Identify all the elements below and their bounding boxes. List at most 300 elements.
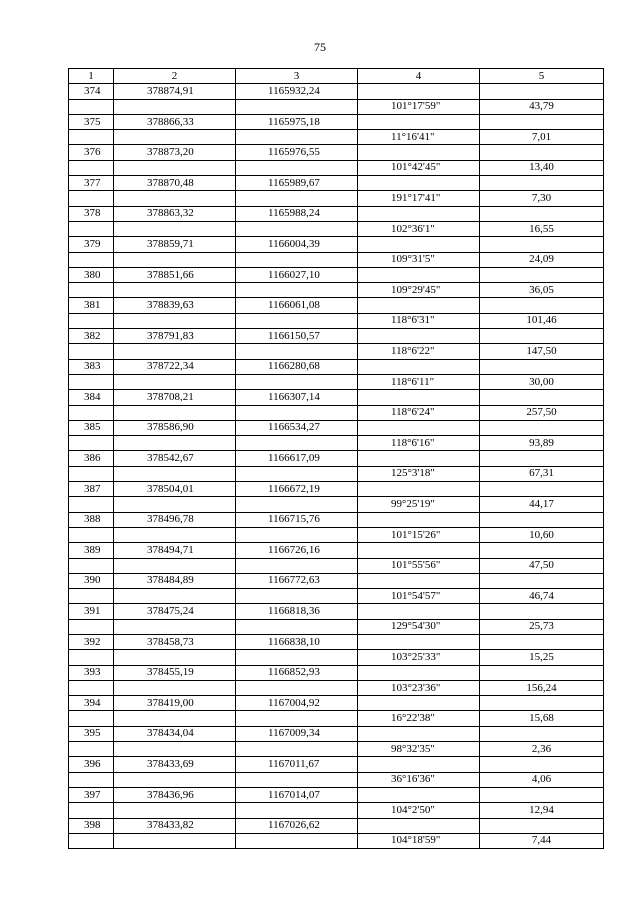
x-coordinate-cell: 378870,48 (114, 176, 236, 191)
empty-cell (358, 543, 480, 558)
distance-cell: 147,50 (480, 344, 604, 359)
table-body (69, 69, 604, 849)
table-row (69, 420, 604, 435)
empty-cell (114, 283, 236, 298)
point-number-cell: 397 (69, 787, 114, 802)
table-row (69, 176, 604, 191)
table-row (69, 604, 604, 619)
table-row (69, 114, 604, 129)
empty-cell (480, 237, 604, 252)
empty-cell (114, 436, 236, 451)
y-coordinate-cell: 1165975,18 (236, 114, 358, 129)
direction-angle-cell: 125°3'18" (358, 466, 480, 481)
empty-cell (358, 237, 480, 252)
point-number-cell: 395 (69, 726, 114, 741)
table-row (69, 221, 604, 236)
point-number-cell: 380 (69, 267, 114, 282)
table-row (69, 512, 604, 527)
table-row (69, 374, 604, 389)
empty-cell (480, 787, 604, 802)
x-coordinate-cell: 378455,19 (114, 665, 236, 680)
empty-cell (69, 589, 114, 604)
empty-cell (114, 221, 236, 236)
empty-cell (114, 160, 236, 175)
point-number-cell: 391 (69, 604, 114, 619)
distance-cell: 156,24 (480, 680, 604, 695)
table-row (69, 344, 604, 359)
empty-cell (69, 803, 114, 818)
empty-cell (480, 696, 604, 711)
direction-angle-cell: 16°22'38" (358, 711, 480, 726)
empty-cell (480, 726, 604, 741)
distance-cell: 13,40 (480, 160, 604, 175)
point-number-cell: 385 (69, 420, 114, 435)
y-coordinate-cell: 1165976,55 (236, 145, 358, 160)
table-row (69, 619, 604, 634)
empty-cell (358, 114, 480, 129)
empty-cell (69, 436, 114, 451)
empty-cell (69, 742, 114, 757)
table-row (69, 405, 604, 420)
empty-cell (236, 497, 358, 512)
distance-cell: 25,73 (480, 619, 604, 634)
direction-angle-cell: 101°54'57" (358, 589, 480, 604)
x-coordinate-cell: 378433,82 (114, 818, 236, 833)
empty-cell (114, 191, 236, 206)
y-coordinate-cell: 1167011,67 (236, 757, 358, 772)
empty-cell (480, 390, 604, 405)
y-coordinate-cell: 1166772,63 (236, 573, 358, 588)
x-coordinate-cell: 378419,00 (114, 696, 236, 711)
table-row (69, 482, 604, 497)
table-row (69, 711, 604, 726)
direction-angle-cell: 98°32'35" (358, 742, 480, 757)
empty-cell (69, 374, 114, 389)
empty-cell (69, 558, 114, 573)
y-coordinate-cell: 1165989,67 (236, 176, 358, 191)
point-number-cell: 374 (69, 84, 114, 99)
empty-cell (236, 589, 358, 604)
table-row (69, 787, 604, 802)
table-row (69, 680, 604, 695)
empty-cell (358, 512, 480, 527)
table-row (69, 772, 604, 787)
x-coordinate-cell: 378866,33 (114, 114, 236, 129)
distance-cell: 24,09 (480, 252, 604, 267)
empty-cell (114, 374, 236, 389)
table-row (69, 742, 604, 757)
empty-cell (358, 665, 480, 680)
distance-cell: 15,68 (480, 711, 604, 726)
y-coordinate-cell: 1166715,76 (236, 512, 358, 527)
distance-cell: 67,31 (480, 466, 604, 481)
column-header: 1 (69, 69, 114, 84)
y-coordinate-cell: 1166726,16 (236, 543, 358, 558)
x-coordinate-cell: 378586,90 (114, 420, 236, 435)
distance-cell: 2,36 (480, 742, 604, 757)
empty-cell (236, 283, 358, 298)
table-row (69, 726, 604, 741)
direction-angle-cell: 101°17'59" (358, 99, 480, 114)
table-row (69, 589, 604, 604)
direction-angle-cell: 104°2'50" (358, 803, 480, 818)
point-number-cell: 381 (69, 298, 114, 313)
table-row (69, 466, 604, 481)
column-header: 2 (114, 69, 236, 84)
distance-cell: 47,50 (480, 558, 604, 573)
x-coordinate-cell: 378475,24 (114, 604, 236, 619)
direction-angle-cell: 101°55'56" (358, 558, 480, 573)
empty-cell (480, 512, 604, 527)
point-number-cell: 375 (69, 114, 114, 129)
x-coordinate-cell: 378722,34 (114, 359, 236, 374)
distance-cell: 30,00 (480, 374, 604, 389)
empty-cell (114, 833, 236, 848)
point-number-cell: 378 (69, 206, 114, 221)
empty-cell (480, 298, 604, 313)
empty-cell (69, 619, 114, 634)
empty-cell (236, 803, 358, 818)
table-row (69, 833, 604, 848)
empty-cell (69, 283, 114, 298)
x-coordinate-cell: 378436,96 (114, 787, 236, 802)
direction-angle-cell: 109°29'45" (358, 283, 480, 298)
point-number-cell: 386 (69, 451, 114, 466)
empty-cell (480, 145, 604, 160)
x-coordinate-cell: 378504,01 (114, 482, 236, 497)
empty-cell (114, 619, 236, 634)
x-coordinate-cell: 378433,69 (114, 757, 236, 772)
empty-cell (236, 650, 358, 665)
empty-cell (480, 573, 604, 588)
table-row (69, 283, 604, 298)
x-coordinate-cell: 378484,89 (114, 573, 236, 588)
column-header: 3 (236, 69, 358, 84)
y-coordinate-cell: 1167014,07 (236, 787, 358, 802)
direction-angle-cell: 36°16'36" (358, 772, 480, 787)
empty-cell (69, 313, 114, 328)
empty-cell (236, 374, 358, 389)
empty-cell (480, 114, 604, 129)
y-coordinate-cell: 1166672,19 (236, 482, 358, 497)
empty-cell (358, 818, 480, 833)
x-coordinate-cell: 378494,71 (114, 543, 236, 558)
point-number-cell: 379 (69, 237, 114, 252)
x-coordinate-cell: 378458,73 (114, 634, 236, 649)
direction-angle-cell: 101°42'45" (358, 160, 480, 175)
direction-angle-cell: 129°54'30" (358, 619, 480, 634)
table-row (69, 99, 604, 114)
distance-cell: 10,60 (480, 527, 604, 542)
empty-cell (480, 176, 604, 191)
empty-cell (358, 451, 480, 466)
direction-angle-cell: 11°16'41" (358, 130, 480, 145)
direction-angle-cell: 102°36'1" (358, 221, 480, 236)
empty-cell (69, 405, 114, 420)
empty-cell (114, 772, 236, 787)
table-row (69, 818, 604, 833)
empty-cell (114, 99, 236, 114)
empty-cell (114, 405, 236, 420)
point-number-cell: 383 (69, 359, 114, 374)
empty-cell (480, 665, 604, 680)
empty-cell (358, 298, 480, 313)
empty-cell (69, 497, 114, 512)
empty-cell (69, 527, 114, 542)
empty-cell (480, 359, 604, 374)
table-row (69, 497, 604, 512)
point-number-cell: 389 (69, 543, 114, 558)
table-row (69, 757, 604, 772)
y-coordinate-cell: 1167009,34 (236, 726, 358, 741)
y-coordinate-cell: 1166004,39 (236, 237, 358, 252)
empty-cell (358, 206, 480, 221)
table-row (69, 527, 604, 542)
empty-cell (69, 650, 114, 665)
point-number-cell: 393 (69, 665, 114, 680)
column-header: 5 (480, 69, 604, 84)
y-coordinate-cell: 1166838,10 (236, 634, 358, 649)
empty-cell (69, 191, 114, 206)
table-row (69, 84, 604, 99)
empty-cell (358, 573, 480, 588)
empty-cell (236, 99, 358, 114)
empty-cell (358, 696, 480, 711)
y-coordinate-cell: 1166061,08 (236, 298, 358, 313)
x-coordinate-cell: 378434,04 (114, 726, 236, 741)
empty-cell (69, 130, 114, 145)
table-header-row (69, 69, 604, 84)
distance-cell: 7,30 (480, 191, 604, 206)
distance-cell: 257,50 (480, 405, 604, 420)
point-number-cell: 384 (69, 390, 114, 405)
point-number-cell: 396 (69, 757, 114, 772)
table-row (69, 634, 604, 649)
empty-cell (236, 742, 358, 757)
table-row (69, 267, 604, 282)
distance-cell: 101,46 (480, 313, 604, 328)
empty-cell (114, 466, 236, 481)
x-coordinate-cell: 378839,63 (114, 298, 236, 313)
distance-cell: 7,44 (480, 833, 604, 848)
y-coordinate-cell: 1165932,24 (236, 84, 358, 99)
x-coordinate-cell: 378791,83 (114, 329, 236, 344)
table-row (69, 359, 604, 374)
y-coordinate-cell: 1166818,36 (236, 604, 358, 619)
empty-cell (114, 497, 236, 512)
table-row (69, 160, 604, 175)
point-number-cell: 382 (69, 329, 114, 344)
point-number-cell: 388 (69, 512, 114, 527)
empty-cell (236, 344, 358, 359)
y-coordinate-cell: 1166027,10 (236, 267, 358, 282)
empty-cell (114, 527, 236, 542)
empty-cell (114, 344, 236, 359)
distance-cell: 36,05 (480, 283, 604, 298)
x-coordinate-cell: 378851,66 (114, 267, 236, 282)
empty-cell (480, 420, 604, 435)
y-coordinate-cell: 1166534,27 (236, 420, 358, 435)
direction-angle-cell: 118°6'24" (358, 405, 480, 420)
empty-cell (114, 650, 236, 665)
direction-angle-cell: 118°6'16" (358, 436, 480, 451)
empty-cell (69, 99, 114, 114)
y-coordinate-cell: 1165988,24 (236, 206, 358, 221)
table-row (69, 451, 604, 466)
y-coordinate-cell: 1166280,68 (236, 359, 358, 374)
empty-cell (480, 329, 604, 344)
direction-angle-cell: 191°17'41" (358, 191, 480, 206)
table-row (69, 803, 604, 818)
distance-cell: 44,17 (480, 497, 604, 512)
y-coordinate-cell: 1166307,14 (236, 390, 358, 405)
point-number-cell: 398 (69, 818, 114, 833)
table-row (69, 237, 604, 252)
distance-cell: 12,94 (480, 803, 604, 818)
empty-cell (69, 252, 114, 267)
empty-cell (114, 803, 236, 818)
direction-angle-cell: 118°6'31" (358, 313, 480, 328)
empty-cell (236, 221, 358, 236)
y-coordinate-cell: 1167026,62 (236, 818, 358, 833)
table-row (69, 252, 604, 267)
table-row (69, 313, 604, 328)
direction-angle-cell: 101°15'26" (358, 527, 480, 542)
table-row (69, 696, 604, 711)
page-number: 75 (314, 40, 326, 54)
empty-cell (236, 313, 358, 328)
y-coordinate-cell: 1167004,92 (236, 696, 358, 711)
empty-cell (480, 206, 604, 221)
empty-cell (358, 757, 480, 772)
distance-cell: 16,55 (480, 221, 604, 236)
direction-angle-cell: 103°23'36" (358, 680, 480, 695)
table-row (69, 130, 604, 145)
distance-cell: 7,01 (480, 130, 604, 145)
empty-cell (480, 818, 604, 833)
empty-cell (69, 221, 114, 236)
distance-cell: 93,89 (480, 436, 604, 451)
direction-angle-cell: 104°18'59" (358, 833, 480, 848)
empty-cell (114, 313, 236, 328)
table-row (69, 558, 604, 573)
empty-cell (480, 543, 604, 558)
point-number-cell: 376 (69, 145, 114, 160)
table-row (69, 329, 604, 344)
empty-cell (114, 680, 236, 695)
table-row (69, 650, 604, 665)
direction-angle-cell: 118°6'11" (358, 374, 480, 389)
empty-cell (236, 711, 358, 726)
empty-cell (358, 482, 480, 497)
empty-cell (358, 390, 480, 405)
table-row (69, 206, 604, 221)
empty-cell (114, 589, 236, 604)
empty-cell (480, 634, 604, 649)
x-coordinate-cell: 378874,91 (114, 84, 236, 99)
x-coordinate-cell: 378873,20 (114, 145, 236, 160)
direction-angle-cell: 109°31'5" (358, 252, 480, 267)
empty-cell (236, 160, 358, 175)
empty-cell (358, 726, 480, 741)
empty-cell (358, 359, 480, 374)
distance-cell: 4,06 (480, 772, 604, 787)
empty-cell (114, 252, 236, 267)
empty-cell (69, 772, 114, 787)
empty-cell (480, 451, 604, 466)
x-coordinate-cell: 378708,21 (114, 390, 236, 405)
empty-cell (480, 267, 604, 282)
direction-angle-cell: 118°6'22" (358, 344, 480, 359)
empty-cell (480, 482, 604, 497)
table-row (69, 298, 604, 313)
empty-cell (236, 833, 358, 848)
table-row (69, 543, 604, 558)
empty-cell (69, 680, 114, 695)
empty-cell (358, 787, 480, 802)
direction-angle-cell: 99°25'19" (358, 497, 480, 512)
direction-angle-cell: 103°25'33" (358, 650, 480, 665)
table-row (69, 436, 604, 451)
empty-cell (236, 252, 358, 267)
empty-cell (358, 634, 480, 649)
empty-cell (358, 604, 480, 619)
empty-cell (69, 711, 114, 726)
point-number-cell: 394 (69, 696, 114, 711)
empty-cell (480, 604, 604, 619)
empty-cell (236, 558, 358, 573)
empty-cell (114, 130, 236, 145)
distance-cell: 46,74 (480, 589, 604, 604)
point-number-cell: 377 (69, 176, 114, 191)
x-coordinate-cell: 378859,71 (114, 237, 236, 252)
table-row (69, 573, 604, 588)
empty-cell (480, 84, 604, 99)
coordinates-table (68, 68, 604, 849)
empty-cell (358, 267, 480, 282)
empty-cell (114, 742, 236, 757)
point-number-cell: 392 (69, 634, 114, 649)
empty-cell (69, 344, 114, 359)
table-row (69, 191, 604, 206)
empty-cell (236, 527, 358, 542)
y-coordinate-cell: 1166852,93 (236, 665, 358, 680)
point-number-cell: 390 (69, 573, 114, 588)
point-number-cell: 387 (69, 482, 114, 497)
empty-cell (358, 84, 480, 99)
x-coordinate-cell: 378496,78 (114, 512, 236, 527)
distance-cell: 15,25 (480, 650, 604, 665)
y-coordinate-cell: 1166150,57 (236, 329, 358, 344)
empty-cell (358, 329, 480, 344)
distance-cell: 43,79 (480, 99, 604, 114)
empty-cell (236, 405, 358, 420)
table-row (69, 390, 604, 405)
empty-cell (236, 772, 358, 787)
empty-cell (236, 466, 358, 481)
empty-cell (236, 436, 358, 451)
empty-cell (480, 757, 604, 772)
empty-cell (69, 833, 114, 848)
x-coordinate-cell: 378542,67 (114, 451, 236, 466)
empty-cell (358, 420, 480, 435)
table-row (69, 145, 604, 160)
empty-cell (358, 176, 480, 191)
empty-cell (358, 145, 480, 160)
empty-cell (236, 191, 358, 206)
x-coordinate-cell: 378863,32 (114, 206, 236, 221)
empty-cell (236, 619, 358, 634)
